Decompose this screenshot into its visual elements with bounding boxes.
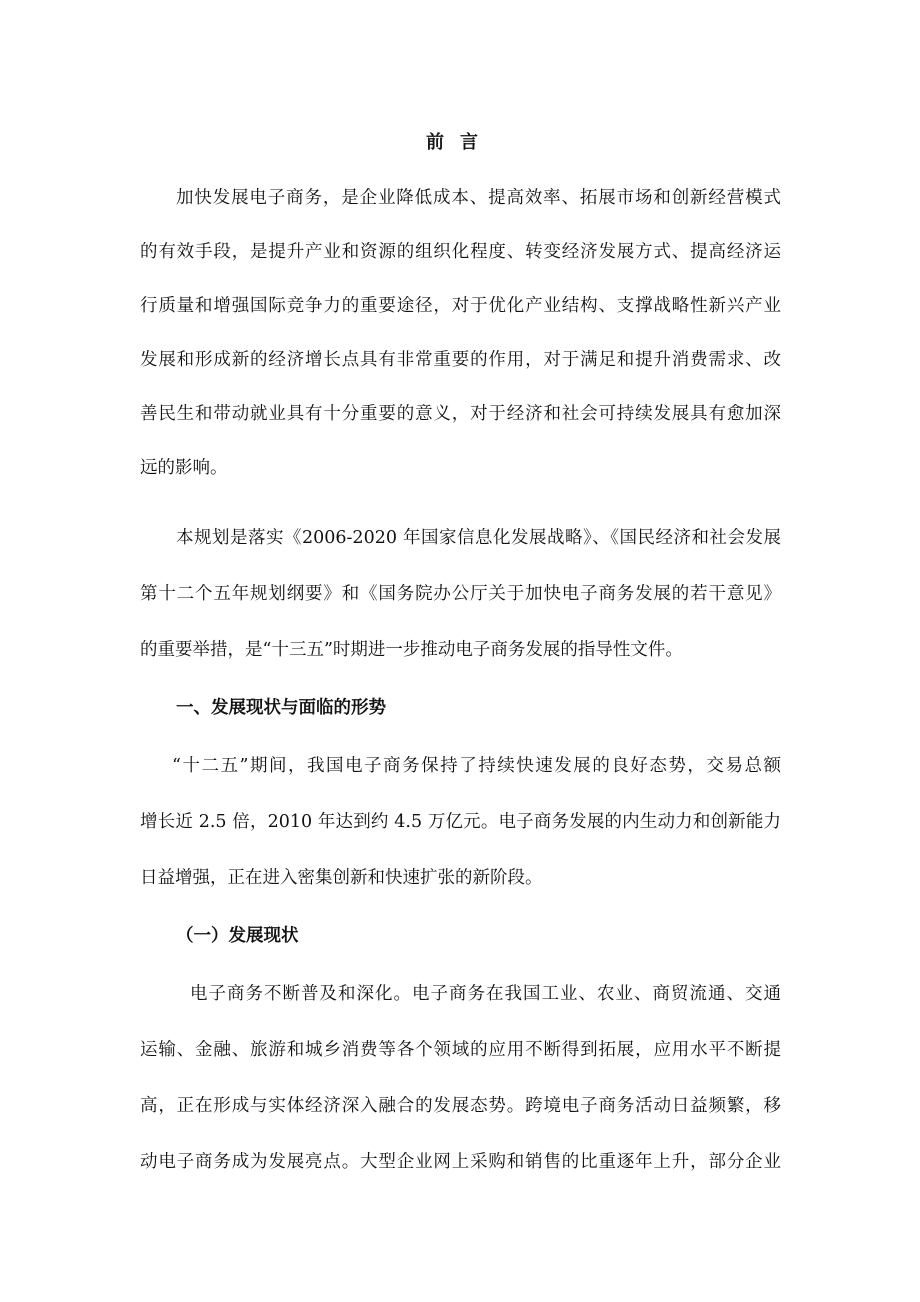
paragraph-line: 行质量和增强国际竞争力的重要途径，对于优化产业结构、支撑战略性新兴产业 <box>140 296 781 316</box>
page-title: 前言 <box>426 132 494 153</box>
paragraph-line: “十二五”期间，我国电子商务保持了持续快速发展的良好态势，交易总额 <box>172 756 781 776</box>
paragraph-line: 远的影响。 <box>140 458 228 478</box>
paragraph-line: 的有效手段，是提升产业和资源的组织化程度、转变经济发展方式、提高经济运 <box>140 242 781 262</box>
paragraph-line: 第十二个五年规划纲要》和《国务院办公厅关于加快电子商务发展的若干意见》 <box>140 584 781 604</box>
section-heading: 一、发展现状与面临的形势 <box>176 698 386 718</box>
subsection-heading: （一）发展现状 <box>176 926 299 946</box>
paragraph-line: 高，正在形成与实体经济深入融合的发展态势。跨境电子商务活动日益频繁，移 <box>140 1096 781 1116</box>
paragraph-line: 加快发展电子商务，是企业降低成本、提高效率、拓展市场和创新经营模式 <box>176 188 781 208</box>
paragraph-line: 运输、金融、旅游和城乡消费等各个领域的应用不断得到拓展，应用水平不断提 <box>140 1040 781 1060</box>
paragraph-line: 善民生和带动就业具有十分重要的意义，对于经济和社会可持续发展具有愈加深 <box>140 404 781 424</box>
paragraph-line: 增长近 2.5 倍，2010 年达到约 4.5 万亿元。电子商务发展的内生动力和创新能力 <box>140 812 781 832</box>
paragraph-line: 的重要举措，是“十三五”时期进一步推动电子商务发展的指导性文件。 <box>140 640 683 660</box>
paragraph-line: 发展和形成新的经济增长点具有非常重要的作用，对于满足和提升消费需求、改 <box>140 350 781 370</box>
paragraph-line: 电子商务不断普及和深化。电子商务在我国工业、农业、商贸流通、交通 <box>190 984 781 1004</box>
paragraph-line: 动电子商务成为发展亮点。大型企业网上采购和销售的比重逐年上升，部分企业 <box>140 1152 781 1172</box>
paragraph-line: 日益增强，正在进入密集创新和快速扩张的新阶段。 <box>140 868 543 888</box>
paragraph-line: 本规划是落实《2006-2020 年国家信息化发展战略》、《国民经济和社会发展 <box>176 528 781 548</box>
